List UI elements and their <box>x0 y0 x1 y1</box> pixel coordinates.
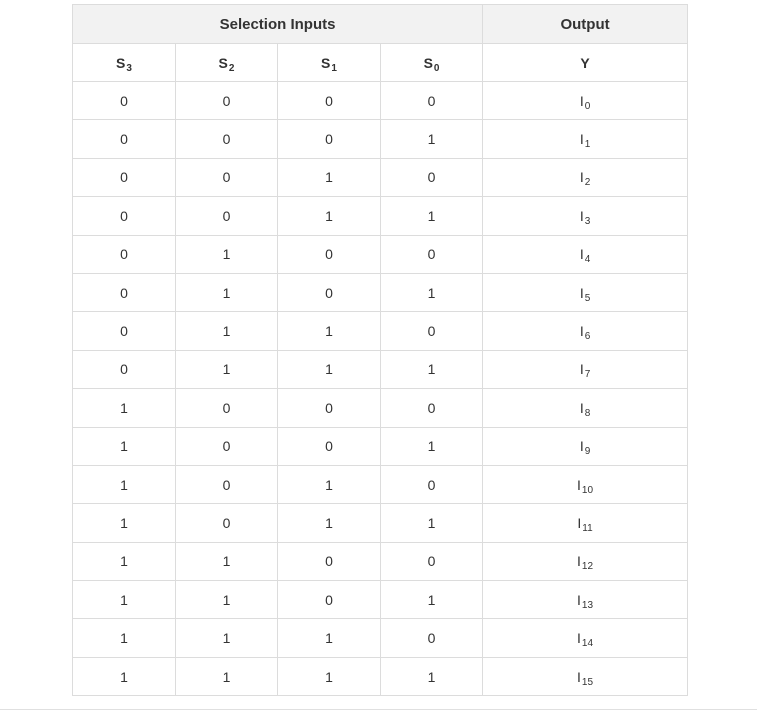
cell-s0: 0 <box>381 82 483 120</box>
cell-y <box>483 235 688 273</box>
cell-s2: 0 <box>176 427 278 465</box>
output-symbol: I <box>577 476 581 493</box>
cell-s2: 0 <box>176 82 278 120</box>
cell-s2: 1 <box>176 657 278 695</box>
cell-s1: 1 <box>278 504 381 542</box>
output-symbol: I <box>579 323 584 340</box>
output-subscript: 10 <box>581 484 594 496</box>
column-header-s1 <box>278 44 381 82</box>
cell-y <box>483 542 688 580</box>
output-symbol: I <box>579 284 584 301</box>
cell-s1: 0 <box>278 235 381 273</box>
cell-s0: 1 <box>381 427 483 465</box>
cell-y <box>483 158 688 196</box>
cell-s3: 0 <box>73 235 176 273</box>
cell-s0: 1 <box>381 504 483 542</box>
cell-s2: 0 <box>176 197 278 235</box>
cell-s3: 1 <box>73 504 176 542</box>
cell-s2: 1 <box>176 619 278 657</box>
cell-s0: 0 <box>381 465 483 503</box>
cell-y <box>483 657 688 695</box>
cell-s2: 1 <box>176 273 278 311</box>
cell-s3: 0 <box>73 312 176 350</box>
cell-y <box>483 504 688 542</box>
cell-s0: 1 <box>381 273 483 311</box>
column-header-base: S <box>423 54 433 71</box>
cell-s0: 1 <box>381 197 483 235</box>
cell-s1: 0 <box>278 581 381 619</box>
cell-s3: 0 <box>73 82 176 120</box>
cell-y <box>483 120 688 158</box>
column-header-subscript: 3 <box>126 62 132 74</box>
cell-s1: 1 <box>278 197 381 235</box>
output-symbol: I <box>579 438 584 455</box>
cell-s3: 1 <box>73 389 176 427</box>
column-header-base: Y <box>580 54 590 71</box>
output-subscript: 11 <box>582 522 593 534</box>
column-header-s2 <box>176 44 278 82</box>
cell-y <box>483 273 688 311</box>
output-subscript: 1 <box>584 139 591 151</box>
column-header-s3 <box>73 44 176 82</box>
output-subscript: 8 <box>584 407 591 419</box>
cell-s3: 0 <box>73 120 176 158</box>
output-symbol: I <box>577 591 581 608</box>
cell-s1: 0 <box>278 120 381 158</box>
cell-s0: 1 <box>381 120 483 158</box>
cell-s2: 1 <box>176 350 278 388</box>
cell-s1: 1 <box>278 158 381 196</box>
cell-y <box>483 312 688 350</box>
table-row <box>73 312 688 350</box>
table-row <box>73 581 688 619</box>
cell-s1: 1 <box>278 350 381 388</box>
cell-s0: 0 <box>381 312 483 350</box>
table-row <box>73 427 688 465</box>
cell-y <box>483 350 688 388</box>
output-symbol: I <box>577 668 581 685</box>
truth-table-body <box>73 82 688 696</box>
selection-inputs-header: Selection Inputs <box>73 5 483 44</box>
cell-s1: 1 <box>278 465 381 503</box>
cell-s0: 0 <box>381 542 483 580</box>
cell-s3: 1 <box>73 619 176 657</box>
bottom-divider <box>0 709 757 710</box>
cell-s2: 1 <box>176 235 278 273</box>
output-subscript: 6 <box>584 331 591 343</box>
output-subscript: 0 <box>584 100 591 112</box>
output-subscript: 9 <box>584 446 591 458</box>
cell-s3: 0 <box>73 158 176 196</box>
output-symbol: I <box>579 207 584 224</box>
cell-y <box>483 389 688 427</box>
table-row <box>73 120 688 158</box>
column-header-subscript: 2 <box>228 62 235 74</box>
output-symbol: I <box>579 92 584 109</box>
cell-s3: 1 <box>73 657 176 695</box>
cell-s1: 0 <box>278 389 381 427</box>
cell-s1: 0 <box>278 82 381 120</box>
cell-s1: 1 <box>278 657 381 695</box>
column-header-base: S <box>321 54 331 71</box>
cell-s1: 0 <box>278 427 381 465</box>
cell-s2: 0 <box>176 504 278 542</box>
output-subscript: 5 <box>584 292 591 304</box>
cell-s3: 1 <box>73 427 176 465</box>
table-row <box>73 657 688 695</box>
cell-y <box>483 427 688 465</box>
cell-s1: 1 <box>278 312 381 350</box>
cell-s3: 1 <box>73 465 176 503</box>
output-subscript: 2 <box>584 177 591 189</box>
table-row <box>73 504 688 542</box>
output-symbol: I <box>579 399 584 416</box>
column-header-row <box>73 44 688 82</box>
output-subscript: 4 <box>584 254 591 266</box>
column-header-y <box>483 44 688 82</box>
cell-s1: 1 <box>278 619 381 657</box>
output-symbol: I <box>579 131 584 148</box>
cell-y <box>483 581 688 619</box>
cell-s1: 0 <box>278 542 381 580</box>
cell-y <box>483 465 688 503</box>
table-row <box>73 465 688 503</box>
column-header-base: S <box>218 54 228 71</box>
table-row <box>73 197 688 235</box>
cell-s0: 0 <box>381 158 483 196</box>
table-row <box>73 82 688 120</box>
cell-s0: 0 <box>381 619 483 657</box>
table-row <box>73 235 688 273</box>
table-row <box>73 350 688 388</box>
column-header-base: S <box>116 54 126 71</box>
output-symbol: I <box>577 553 581 570</box>
table-row <box>73 158 688 196</box>
cell-y <box>483 82 688 120</box>
output-symbol: I <box>579 246 584 263</box>
cell-s0: 0 <box>381 235 483 273</box>
output-symbol: I <box>577 630 581 647</box>
cell-s2: 1 <box>176 581 278 619</box>
cell-y <box>483 619 688 657</box>
column-header-subscript: 0 <box>433 62 440 74</box>
table-row <box>73 619 688 657</box>
output-subscript: 15 <box>581 676 594 688</box>
cell-s3: 1 <box>73 581 176 619</box>
cell-y <box>483 197 688 235</box>
cell-s2: 0 <box>176 465 278 503</box>
output-symbol: I <box>579 361 584 378</box>
output-symbol: I <box>579 169 584 186</box>
cell-s3: 0 <box>73 197 176 235</box>
cell-s0: 1 <box>381 581 483 619</box>
output-subscript: 7 <box>584 369 591 381</box>
cell-s2: 0 <box>176 158 278 196</box>
table-row <box>73 542 688 580</box>
output-header: Output <box>483 5 688 44</box>
column-header-subscript: 1 <box>331 62 337 74</box>
cell-s2: 0 <box>176 120 278 158</box>
cell-s1: 0 <box>278 273 381 311</box>
truth-table <box>72 4 688 696</box>
cell-s0: 1 <box>381 657 483 695</box>
table-row <box>73 389 688 427</box>
cell-s3: 1 <box>73 542 176 580</box>
output-symbol: I <box>577 514 582 531</box>
output-subscript: 12 <box>581 561 594 573</box>
cell-s2: 0 <box>176 389 278 427</box>
table-row <box>73 273 688 311</box>
output-subscript: 3 <box>584 215 591 227</box>
group-header-row <box>73 5 688 44</box>
cell-s3: 0 <box>73 350 176 388</box>
cell-s0: 1 <box>381 350 483 388</box>
cell-s2: 1 <box>176 312 278 350</box>
cell-s0: 0 <box>381 389 483 427</box>
output-subscript: 14 <box>581 638 594 650</box>
column-header-s0 <box>381 44 483 82</box>
output-subscript: 13 <box>581 599 594 611</box>
cell-s2: 1 <box>176 542 278 580</box>
cell-s3: 0 <box>73 273 176 311</box>
